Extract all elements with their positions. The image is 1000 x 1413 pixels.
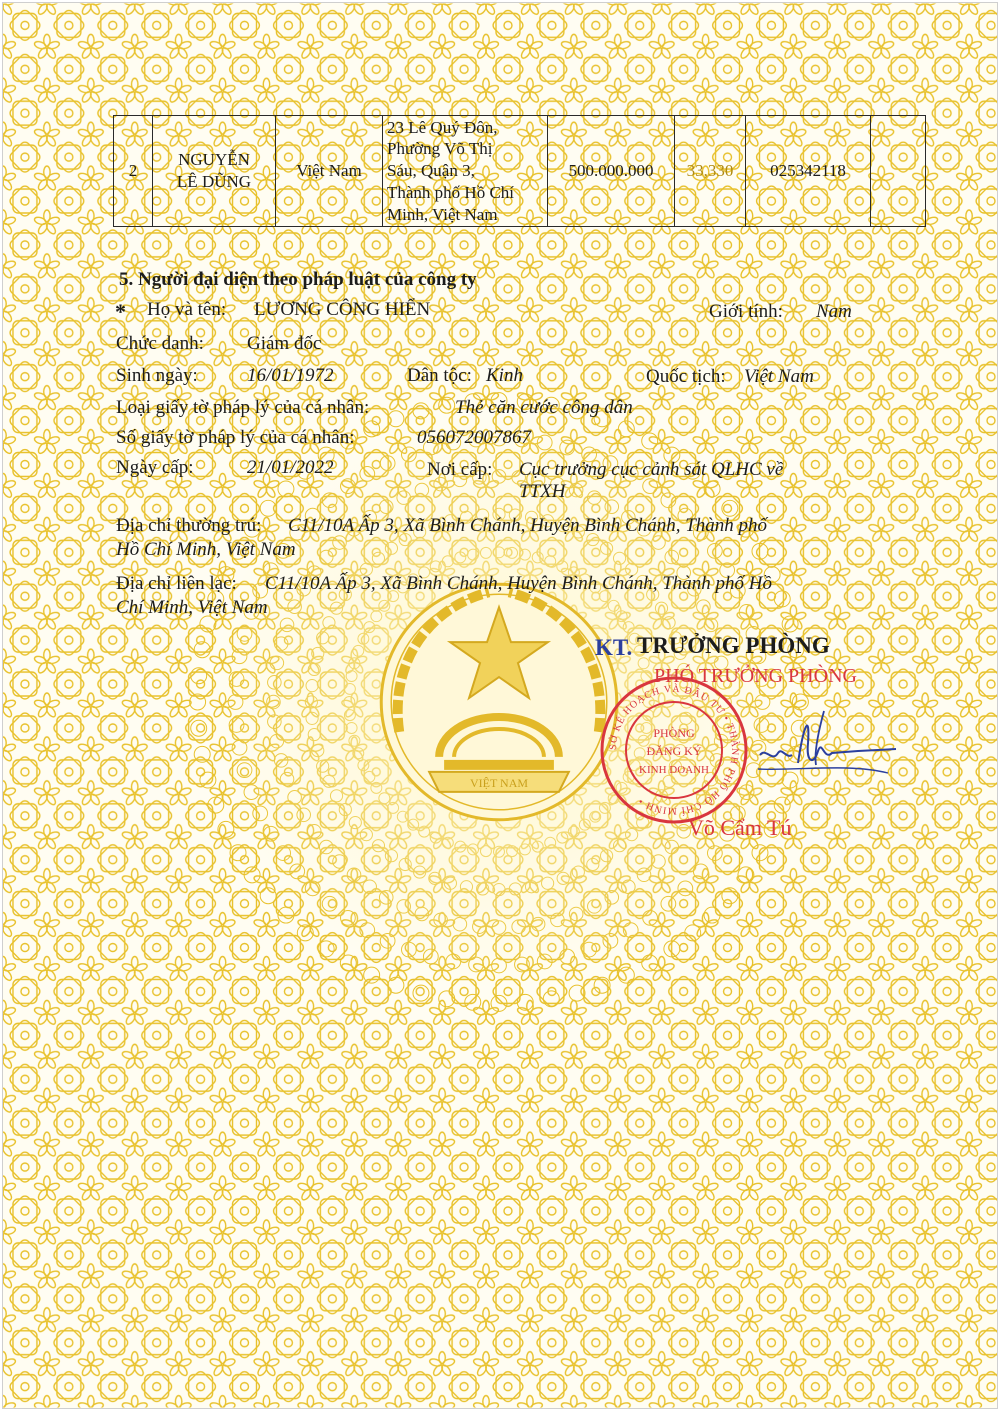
stamp-center-line: ĐĂNG KÝ: [646, 744, 702, 758]
nationality-label: Quốc tịch:: [646, 366, 726, 387]
stamp-ring-text: SỞ KẾ HOẠCH VÀ ĐẦU TƯ • THÀNH PHỐ HỒ CHÍ MINH •: [607, 683, 741, 817]
emblem-text: VIỆT NAM: [470, 775, 528, 790]
address-line: Sáu, Quận 3,: [387, 161, 475, 181]
stamp-center-line: KINH DOANH: [639, 764, 709, 776]
certificate-page: [2, 2, 998, 1409]
member-name-text: NGUYỄN LÊ DŨNG: [176, 150, 252, 191]
ethnicity-label: Dân tộc:: [407, 365, 472, 386]
capital-contribution: 500.000.000: [548, 116, 675, 227]
id-number: 025342118: [746, 116, 871, 227]
ethnicity-value: Kinh: [486, 365, 523, 386]
ownership-ratio: 33,330: [675, 116, 746, 227]
dob-value: 16/01/1972: [247, 365, 334, 386]
title-value: Giám đốc: [247, 333, 322, 354]
stamp-center-line: PHÒNG: [653, 726, 695, 740]
doc-type-label: Loại giấy tờ pháp lý của cá nhân:: [116, 397, 370, 418]
kt-prefix: KT.: [595, 635, 633, 660]
representative-name: LƯƠNG CÔNG HIỂN: [254, 299, 431, 320]
national-emblem: [381, 584, 617, 820]
table-row: [114, 116, 926, 227]
address-line: Phường Võ Thị: [387, 139, 493, 159]
nationality-value: Việt Nam: [744, 366, 814, 387]
address-line: Thành phố Hồ Chí: [387, 182, 515, 202]
gender-value: Nam: [816, 301, 852, 322]
deputy-title: PHÓ TRƯỞNG PHÒNG: [654, 665, 857, 687]
issue-date-label: Ngày cấp:: [116, 457, 194, 478]
permanent-address-line1: C11/10A Ấp 3, Xã Bình Chánh, Huyện Bình Chánh, Thành phố: [288, 515, 768, 536]
title-label: Chức danh:: [116, 333, 204, 354]
member-name: [153, 116, 276, 227]
row-number: 2: [114, 116, 153, 227]
doc-number-label: Số giấy tờ pháp lý của cá nhân:: [116, 427, 355, 448]
signature-title: TRƯỞNG PHÒNG: [637, 633, 830, 658]
doc-number-value: 056072007867: [417, 427, 531, 448]
contact-address-line2: Chí Minh, Việt Nam: [116, 597, 268, 618]
shareholder-table: [113, 115, 926, 227]
note-cell: [871, 116, 926, 227]
name-label: Họ và tên:: [147, 299, 227, 320]
issue-place-line2: TTXH: [519, 481, 566, 502]
address-line: Minh, Việt Nam: [387, 204, 498, 224]
signer-name: Võ Cẩm Tú: [688, 815, 792, 840]
bullet: *: [115, 299, 126, 324]
contact-address-line1: C11/10A Ấp 3, Xã Bình Chánh, Huyện Bình Chánh, Thành phố Hồ: [265, 573, 773, 594]
address-line: 23 Lê Quý Đôn,: [387, 117, 498, 137]
dob-label: Sinh ngày:: [116, 365, 198, 386]
permanent-address-label: Địa chỉ thường trú:: [116, 515, 262, 536]
handwritten-signature: [758, 703, 898, 793]
issue-date-value: 21/01/2022: [247, 457, 334, 478]
member-nationality: Việt Nam: [276, 116, 383, 227]
issue-place-line1: Cục trưởng cục cảnh sát QLHC về: [519, 459, 784, 480]
permanent-address-line2: Hồ Chí Minh, Việt Nam: [116, 539, 296, 560]
contact-address-label: Địa chỉ liên lạc:: [116, 573, 237, 594]
section-heading: 5. Người đại diện theo pháp luật của công ty: [119, 269, 477, 290]
doc-type-value: Thẻ căn cước công dân: [455, 397, 633, 418]
member-address: [383, 116, 548, 227]
gender-label: Giới tính:: [709, 301, 783, 322]
issue-place-label: Nơi cấp:: [427, 459, 493, 480]
official-stamp: [599, 675, 749, 825]
